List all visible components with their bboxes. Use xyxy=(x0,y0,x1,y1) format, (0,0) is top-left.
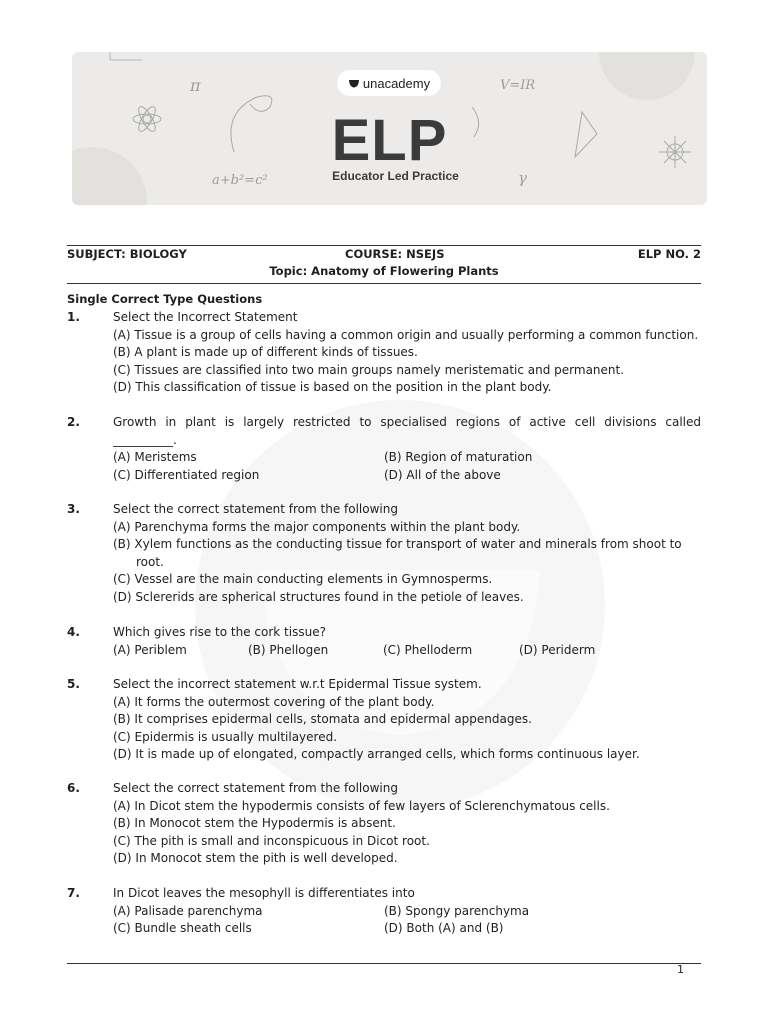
option-b: (B) In Monocot stem the Hypodermis is absent. xyxy=(113,816,396,830)
option-c: (C) Bundle sheath cells xyxy=(113,921,252,935)
question-stem: Select the incorrect statement w.r.t Epidermal Tissue system. xyxy=(113,677,482,691)
option-d: (D) Periderm xyxy=(519,642,596,657)
pythagoras-doodle: a+b²=c² xyxy=(212,173,268,188)
question-stem: Growth in plant is largely restricted to specialised regions of active cell divisions called __________. xyxy=(113,415,701,447)
option-a: (A) Meristems xyxy=(113,450,197,464)
option-d: (D) All of the above xyxy=(384,467,501,482)
question-stem: Select the Incorrect Statement xyxy=(113,310,298,324)
option-d: (D) In Monocot stem the pith is well developed. xyxy=(113,851,398,865)
question-number: 2. xyxy=(67,415,80,429)
question-stem: In Dicot leaves the mesophyll is differentiates into xyxy=(113,886,415,900)
question-number: 6. xyxy=(67,781,80,795)
option-d: (D) This classification of tissue is based on the position in the plant body. xyxy=(113,380,552,394)
option-b: (B) Phellogen xyxy=(248,642,329,657)
subject-label: SUBJECT: BIOLOGY xyxy=(67,247,187,261)
option-a: (A) It forms the outermost covering of the plant body. xyxy=(113,694,435,709)
question-2 xyxy=(67,414,701,484)
option-a: (A) Palisade parenchyma xyxy=(113,903,263,918)
question-number: 3. xyxy=(67,502,80,516)
page-number: 1 xyxy=(677,963,684,976)
course-label: COURSE: NSEJS xyxy=(345,247,445,261)
option-c: (C) Phelloderm xyxy=(383,642,473,657)
question-7 xyxy=(67,885,701,938)
option-c: (C) Tissues are classified into two main groups namely meristematic and permanent. xyxy=(113,362,625,377)
option-b: (B) Xylem functions as the conducting tissue for transport of water and minerals from shoot to root. xyxy=(113,537,682,569)
ohm-law-doodle: V=IR xyxy=(500,78,536,93)
elp-number-label: ELP NO. 2 xyxy=(637,247,701,261)
question-6 xyxy=(67,780,701,868)
header-row xyxy=(67,247,701,263)
question-stem: Select the correct statement from the following xyxy=(113,502,398,516)
options-grid xyxy=(113,903,701,938)
topic-title: Topic: Anatomy of Flowering Plants xyxy=(269,264,499,278)
options-grid xyxy=(113,449,701,484)
question-stem: Select the correct statement from the following xyxy=(113,781,398,795)
question-4 xyxy=(67,624,701,659)
option-b: (B) Region of maturation xyxy=(384,450,533,464)
option-d: (D) It is made up of elongated, compactly arranged cells, which forms continuous layer. xyxy=(113,747,640,761)
option-b: (B) A plant is made up of different kinds of tissues. xyxy=(113,345,418,359)
option-a: (A) In Dicot stem the hypodermis consists of few layers of Sclerenchymatous cells. xyxy=(113,798,610,813)
option-c: (C) Epidermis is usually multilayered. xyxy=(113,729,338,744)
question-number: 1. xyxy=(67,310,80,324)
header-top-rule xyxy=(67,245,701,246)
option-c: (C) Differentiated region xyxy=(113,467,260,482)
elp-subtitle: Educator Led Practice xyxy=(332,169,459,183)
question-3 xyxy=(67,501,701,606)
brand-name: unacademy xyxy=(362,75,431,91)
option-d: (D) Sclererids are spherical structures found in the petiole of leaves. xyxy=(113,589,524,604)
question-stem: Which gives rise to the cork tissue? xyxy=(113,625,326,639)
gamma-doodle: γ xyxy=(518,169,527,187)
option-c: (C) Vessel are the main conducting elements in Gymnosperms. xyxy=(113,572,493,586)
question-number: 7. xyxy=(67,886,80,900)
footer-rule xyxy=(67,963,701,964)
question-5 xyxy=(67,676,701,764)
option-b: (B) It comprises epidermal cells, stomata and epidermal appendages. xyxy=(113,712,532,726)
option-d: (D) Both (A) and (B) xyxy=(384,921,504,935)
option-a: (A) Tissue is a group of cells having a common origin and usually performing a common function. xyxy=(113,327,699,342)
pi-doodle: π xyxy=(190,76,201,95)
header-bottom-rule xyxy=(67,283,701,284)
unacademy-logo xyxy=(337,70,441,96)
option-a: (A) Parenchyma forms the major components within the plant body. xyxy=(113,519,521,534)
question-number: 5. xyxy=(67,677,80,691)
option-a: (A) Periblem xyxy=(113,642,187,657)
option-b: (B) Spongy parenchyma xyxy=(384,903,530,918)
section-title: Single Correct Type Questions xyxy=(67,292,263,306)
elp-banner xyxy=(72,52,707,205)
option-c: (C) The pith is small and inconspicuous in Dicot root. xyxy=(113,833,430,848)
elp-title: ELP xyxy=(331,108,448,173)
options-row xyxy=(113,642,701,660)
question-1 xyxy=(67,309,701,397)
question-number: 4. xyxy=(67,625,80,639)
unacademy-logo-icon xyxy=(348,77,360,89)
